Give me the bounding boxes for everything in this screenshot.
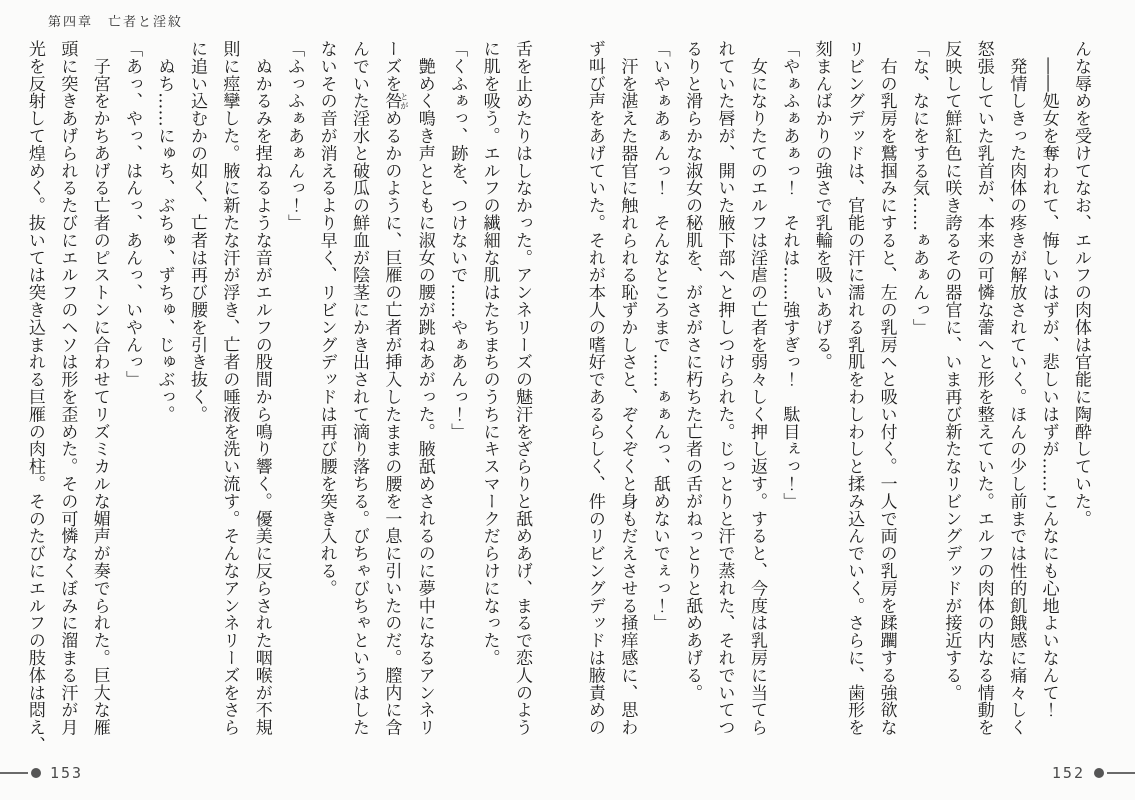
text-line: 「あっ、やっ、はんっ、あんっ、いやんっ」 <box>122 40 143 388</box>
text-line: 反映して鮮紅色に咲き誇るその器官に、いま再び新たなリビングデッドが接近する。 <box>941 40 962 702</box>
chapter-header: 第四章 亡者と淫紋 <box>48 15 184 30</box>
text-line: 「やぁふぁあぁっ！ それは……強すぎっ！ 駄目ぇっ！」 <box>779 40 800 510</box>
text-line: ーズを咎とがめるかのように、巨雁の亡者が挿入したままの腰を一息に引いたのだ。膣内に含 <box>381 40 409 737</box>
text-line: 「な、なにをする気……ぁあぁんっ」 <box>908 40 929 336</box>
text-line: 発情しきった肉体の疼きが解放されていく。ほんの少し前までは性的飢餓感に痛々しく <box>1006 40 1027 736</box>
text-line: 「ふっふぁあぁんっ！」 <box>284 40 305 232</box>
text-line: に肌を吸う。エルフの繊細な肌はたちまちのうちにキスマークだらけになった。 <box>479 40 500 667</box>
text-line: ないその音が消えるより早く、リビングデッドは再び腰を突き入れる。 <box>316 40 337 597</box>
text-line: 舌を止めたりはしなかった。アンネリーズの魅汗をざらりと舐めあげ、まるで恋人のよう <box>512 40 532 736</box>
page-footer-right <box>1046 764 1135 782</box>
text-line: 「くふぁっ、跡を、つけないで……やぁあんっ！」 <box>447 40 468 441</box>
text-line: 則に痙攣した。腋に新たな汗が浮き、亡者の唾液を洗い流す。そんなアンネリーズをさら <box>219 40 240 736</box>
text-line: んな辱めを受けてなお、エルフの肉体は官能に陶酔していた。 <box>1071 40 1091 528</box>
page-marker-line <box>0 772 28 774</box>
text-line: ぬかるみを捏ねるような音がエルフの股間から鳴り響く。優美に反らされた咽喉が不規 <box>251 40 272 736</box>
text-line: 女になりたてのエルフは淫虐の亡者を弱々しく押し返す。すると、今度は乳房に当てら <box>746 40 767 736</box>
text-line: ず叫び声をあげていた。それが本人の嗜好であるらしく、件のリビングデッドは腋責めの <box>584 40 605 736</box>
text-line: ぬち……にゅち、ぶちゅ、ずちゅ、じゅぶっ。 <box>154 40 175 423</box>
text-line: に追い込むかの如く、亡者は再び腰を引き抜く。 <box>186 40 207 423</box>
text-line: 光を反射して煌めく。抜いては突き込まれる巨雁の肉柱。そのたびにエルフの肢体は悶え、 <box>24 40 45 754</box>
text-line: 刻まんばかりの強さで乳輪を吸いあげる。 <box>811 40 832 371</box>
page-right-text <box>575 40 1097 764</box>
text-line: リビングデッドは、官能の汗に濡れる乳肌をわしわしと揉み込んでいく。さらに、歯形を <box>844 40 865 736</box>
text-line: 艶めく鳴き声とともに淑女の腰が跳ねあがった。腋舐めされるのに夢中になるアンネリ <box>414 40 435 736</box>
page-number-left: 153 <box>50 764 84 782</box>
text-line: 「いやぁあぁんっ！ そんなところまで……ぁぁんっ、舐めないでぇっ！」 <box>649 40 670 632</box>
text-line: 子宮をかちあげる亡者のピストンに合わせてリズミカルな媚声が奏でられた。巨大な雁 <box>89 40 110 736</box>
text-line: ――処女を奪われて、悔しいはずが、悲しいはずが……こんなにも心地よいなんて！ <box>1038 40 1059 719</box>
page-footer-left <box>0 764 89 782</box>
page-left-text <box>24 40 538 764</box>
page-number-right: 152 <box>1051 764 1085 782</box>
text-line: 汗を湛えた器官に触れられる恥ずかしさと、ぞくぞくと身もだえさせる掻痒感に、思わ <box>617 40 638 736</box>
page-marker-dot <box>31 768 41 778</box>
text-line: 怒張していた乳首が、本来の可憐な蕾へと形を整えていた。エルフの肉体の内なる情動を <box>973 40 994 736</box>
page-marker-dot <box>1094 768 1104 778</box>
text-line: んでいた淫水と破瓜の鮮血が陰茎にかき出されて滴り落ちる。びちゃびちゃというはした <box>348 40 369 736</box>
text-line: るりと滑らかな淑女の秘肌を、がさがさに朽ちた亡者の舌がねっとりと舐めあげる。 <box>682 40 703 702</box>
page-marker-line <box>1107 772 1135 774</box>
text-line: 頭に突きあげられるたびにエルフのヘソは形を歪めた。その可憐なくぼみに溜まる汗が月 <box>57 40 78 736</box>
text-line: 右の乳房を鷲掴みにすると、左の乳房へと吸い付く。一人で両の乳房を蹂躙する強欲な <box>876 40 897 736</box>
text-line: れていた唇が、開いた腋下部へと押しつけられた。じっとりと汗で蒸れた、それでいてつ <box>714 40 735 736</box>
